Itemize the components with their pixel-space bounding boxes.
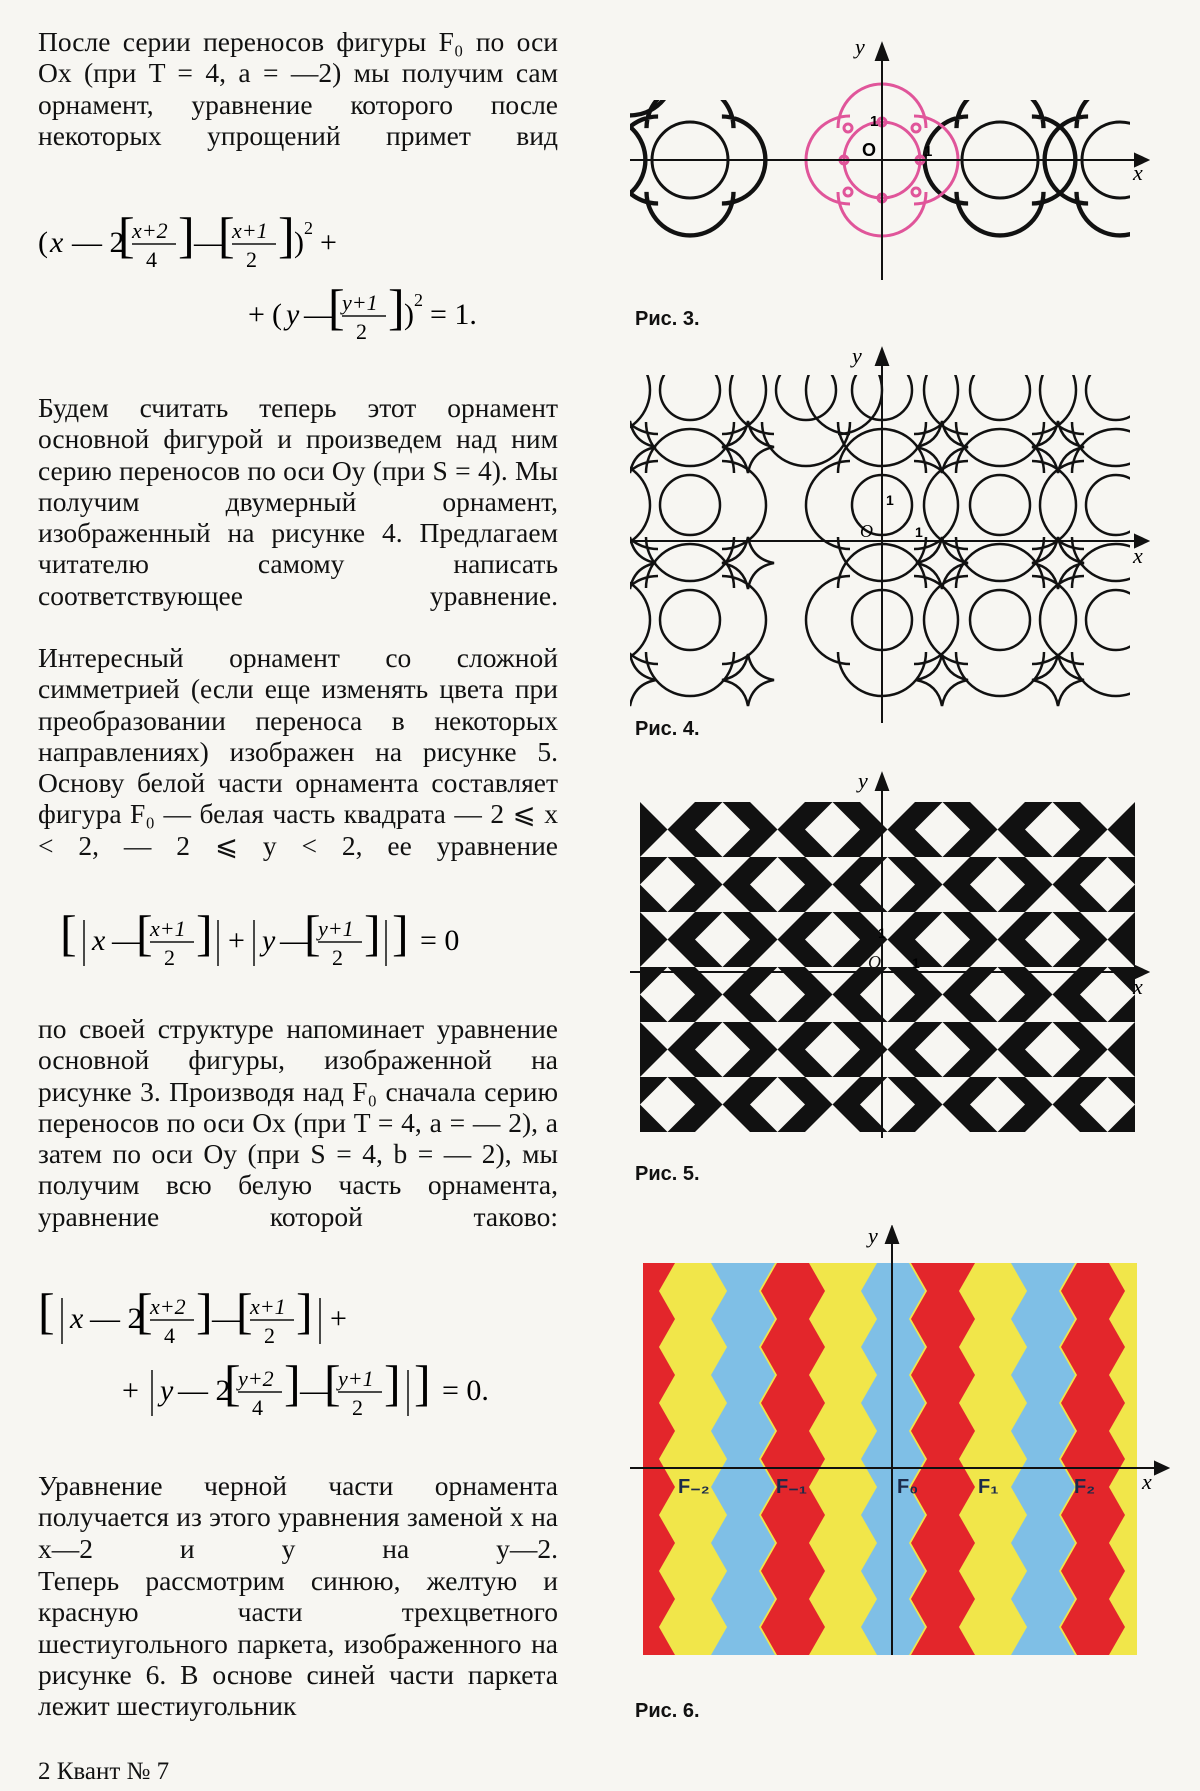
svg-text:]: ] — [364, 908, 381, 961]
svg-text:]: ] — [296, 1288, 313, 1339]
svg-text:[: [ — [236, 1288, 253, 1339]
svg-text:2: 2 — [332, 945, 343, 970]
svg-text:(: ( — [38, 226, 48, 259]
svg-text:—: — — [304, 298, 334, 331]
fig6-hexagon — [861, 1655, 925, 1675]
svg-text:= 0: = 0 — [420, 924, 460, 957]
fig5-origin-label: O — [868, 952, 881, 972]
fig6-hexagon — [711, 1225, 775, 1235]
svg-text:]: ] — [278, 212, 295, 263]
fig6-hexagon — [961, 1225, 1025, 1263]
svg-text:2: 2 — [246, 247, 257, 272]
svg-text:x+2: x+2 — [150, 1294, 186, 1319]
svg-text:]: ] — [414, 1355, 431, 1411]
fig6-hexagon — [1161, 1225, 1170, 1263]
svg-text:+: + — [330, 1302, 347, 1335]
svg-text:y+2: y+2 — [238, 1366, 274, 1391]
svg-text:y+1: y+1 — [342, 290, 378, 315]
paragraph-5: Уравнение черной части орнамента получается из этого уравнения заменой x на x—2 и y на y—2. — [38, 1470, 558, 1564]
svg-text:4: 4 — [146, 247, 157, 272]
fig6-y-label: y — [868, 1225, 878, 1248]
svg-text:y: y — [262, 924, 276, 957]
svg-text:—: — — [280, 924, 310, 957]
fig6-hexagon — [1161, 1319, 1170, 1375]
svg-text:]: ] — [178, 212, 195, 263]
fig3-unit-x: 1 — [924, 143, 933, 160]
svg-text:4: 4 — [252, 1395, 263, 1420]
svg-text:[: [ — [136, 1288, 153, 1339]
svg-text:—: — — [194, 226, 224, 259]
svg-text:+: + — [122, 1374, 139, 1407]
svg-text:(: ( — [272, 298, 282, 331]
svg-text:2: 2 — [304, 218, 313, 238]
paragraph-2: Будем считать теперь этот орнамент основной фигурой и произведем над ним серию переносов по оси Oy (при S = 4). Мы получим двумерный орнамент, изображенный на рисунке 4. Предлагаем читателю самому написать соответствующее уравнение. — [38, 392, 558, 611]
svg-text:y: y — [286, 298, 300, 331]
fig4-unit-x: 1 — [915, 524, 923, 540]
svg-text:]: ] — [384, 1355, 401, 1411]
fig3-unit-y: 1 — [870, 113, 879, 130]
figure-5 — [630, 770, 1150, 1145]
paragraph-6: Теперь рассмотрим синюю, желтую и красную части трехцветного шестиугольного паркета, изображенного на рисунке 6. В основе синей части паркета лежит шестиугольник — [38, 1565, 558, 1722]
fig4-unit-y: 1 — [886, 492, 894, 508]
svg-text:[: [ — [304, 908, 321, 961]
svg-text:—: — — [112, 924, 142, 957]
fig6-hexagon — [911, 1225, 975, 1235]
svg-text:x+1: x+1 — [150, 916, 186, 941]
svg-text:= 1.: = 1. — [430, 298, 477, 331]
fig6-label-f-2: F₋₂ — [678, 1476, 710, 1498]
svg-text:—: — — [212, 1302, 242, 1335]
fig4-y-label: y — [852, 345, 862, 368]
svg-text:[: [ — [224, 1355, 241, 1411]
figure-3 — [630, 40, 1150, 295]
svg-text:= 0.: = 0. — [442, 1374, 489, 1407]
svg-text:]: ] — [196, 908, 213, 961]
fig6-x-label: x — [1142, 1469, 1152, 1494]
fig6-label-f-1: F₋₁ — [776, 1476, 808, 1498]
fig6-hexagon — [661, 1655, 725, 1675]
paragraph-1: После серии переносов фигуры F₀ по оси Ox (при T = 4, a = —2) мы получим сам орнамент, уравнение которого после некоторых упрощений примет вид — [38, 26, 558, 151]
fig5-x-label: x — [1133, 974, 1143, 999]
fig6-hexagon — [630, 1225, 675, 1235]
svg-text:[: [ — [38, 1288, 55, 1339]
fig6-hexagon — [1161, 1487, 1170, 1543]
svg-text:y: y — [160, 1374, 174, 1407]
page-footer: 2 Квант № 7 — [38, 1758, 170, 1785]
fig6-hexagon — [761, 1655, 825, 1675]
svg-text:x: x — [50, 226, 64, 259]
svg-text:y+1: y+1 — [338, 1366, 374, 1391]
svg-text:[: [ — [118, 212, 135, 263]
fig4-x-label: x — [1133, 543, 1143, 568]
svg-text:[: [ — [218, 212, 235, 263]
svg-text:): ) — [404, 298, 414, 331]
paragraph-3: Интересный орнамент со сложной симметрией (если еще изменять цвета при преобразовании переноса в некоторых направлениях) изображен на рисунке 5. Основу белой части орнамента составляет фигура F₀ — белая часть квадрата — 2 ⩽ x < 2, — 2 ⩽ y < 2, ее уравнение — [38, 642, 558, 861]
svg-text:2: 2 — [352, 1395, 363, 1420]
svg-text:]: ] — [392, 908, 409, 961]
svg-text:2: 2 — [356, 319, 367, 344]
fig6-hexagon — [1161, 1375, 1170, 1431]
svg-text:]: ] — [388, 279, 405, 335]
fig6-hexagon — [961, 1655, 1025, 1675]
svg-text:+: + — [228, 924, 245, 957]
formula-3 — [38, 1288, 558, 1428]
fig6-hexagon — [661, 1225, 725, 1263]
fig6-hexagon — [1161, 1263, 1170, 1319]
fig6-label-f1: F₁ — [978, 1476, 999, 1498]
svg-text:x: x — [70, 1302, 84, 1335]
fig5-unit-y: 1 — [878, 925, 886, 941]
fig6-hexagon — [1161, 1543, 1170, 1599]
svg-text:y+1: y+1 — [318, 916, 354, 941]
fig6-hexagon — [1161, 1599, 1170, 1655]
svg-text:[: [ — [328, 279, 345, 335]
svg-text:[: [ — [136, 908, 153, 961]
formula-2 — [60, 908, 540, 978]
fig3-caption: Рис. 3. — [635, 308, 700, 330]
svg-text:— 2: — 2 — [72, 226, 125, 259]
svg-text:+: + — [248, 298, 265, 331]
fig4-caption: Рис. 4. — [635, 718, 700, 740]
fig6-hexagon — [811, 1225, 875, 1235]
svg-text:—: — — [300, 1374, 330, 1407]
svg-text:x+1: x+1 — [232, 218, 268, 243]
svg-text:x: x — [92, 924, 106, 957]
fig6-hexagon — [1161, 1655, 1170, 1675]
fig4-origin-label: O — [860, 521, 873, 541]
fig6-hexagon — [1111, 1225, 1170, 1235]
fig5-y-label: y — [858, 770, 868, 793]
fig5-caption: Рис. 5. — [635, 1163, 700, 1185]
svg-text:— 2: — 2 — [178, 1374, 231, 1407]
svg-text:2: 2 — [164, 945, 175, 970]
fig3-y-label: y — [855, 40, 865, 59]
fig6-hexagon — [1011, 1225, 1075, 1235]
svg-text:x+2: x+2 — [132, 218, 168, 243]
fig6-hexagon — [1061, 1655, 1125, 1675]
svg-text:[: [ — [324, 1355, 341, 1411]
svg-text:]: ] — [196, 1288, 213, 1339]
fig6-label-f2: F₂ — [1074, 1476, 1096, 1498]
svg-text:): ) — [294, 226, 304, 259]
svg-text:]: ] — [284, 1355, 301, 1411]
svg-text:[: [ — [60, 908, 77, 961]
fig6-hexagon — [1061, 1225, 1125, 1263]
svg-text:— 2: — 2 — [90, 1302, 143, 1335]
figure-6 — [630, 1225, 1170, 1680]
svg-text:2: 2 — [264, 1323, 275, 1348]
fig6-hexagon — [761, 1225, 825, 1263]
svg-text:4: 4 — [164, 1323, 175, 1348]
svg-text:2: 2 — [414, 290, 423, 310]
paragraph-4: по своей структуре напоминает уравнение основной фигуры, изображенной на рисунке 3. Производя над F₀ сначала серию переносов по оси Ox (при T = 4, a = — 2), а затем по оси Oy (при S = 4, b = — 2), мы получим всю белую часть орнамента, уравнение которой таково: — [38, 1013, 558, 1232]
fig3-origin-label: O — [862, 140, 877, 160]
fig5-unit-x: 1 — [912, 955, 920, 971]
formula-1 — [38, 212, 498, 352]
fig6-caption: Рис. 6. — [635, 1700, 700, 1722]
svg-text:x+1: x+1 — [250, 1294, 286, 1319]
fig6-label-f0: F₀ — [897, 1476, 919, 1498]
fig3-x-label: x — [1133, 160, 1143, 185]
svg-text:+: + — [320, 226, 337, 259]
fig6-hexagon — [1161, 1431, 1170, 1487]
figure-4 — [630, 345, 1150, 730]
